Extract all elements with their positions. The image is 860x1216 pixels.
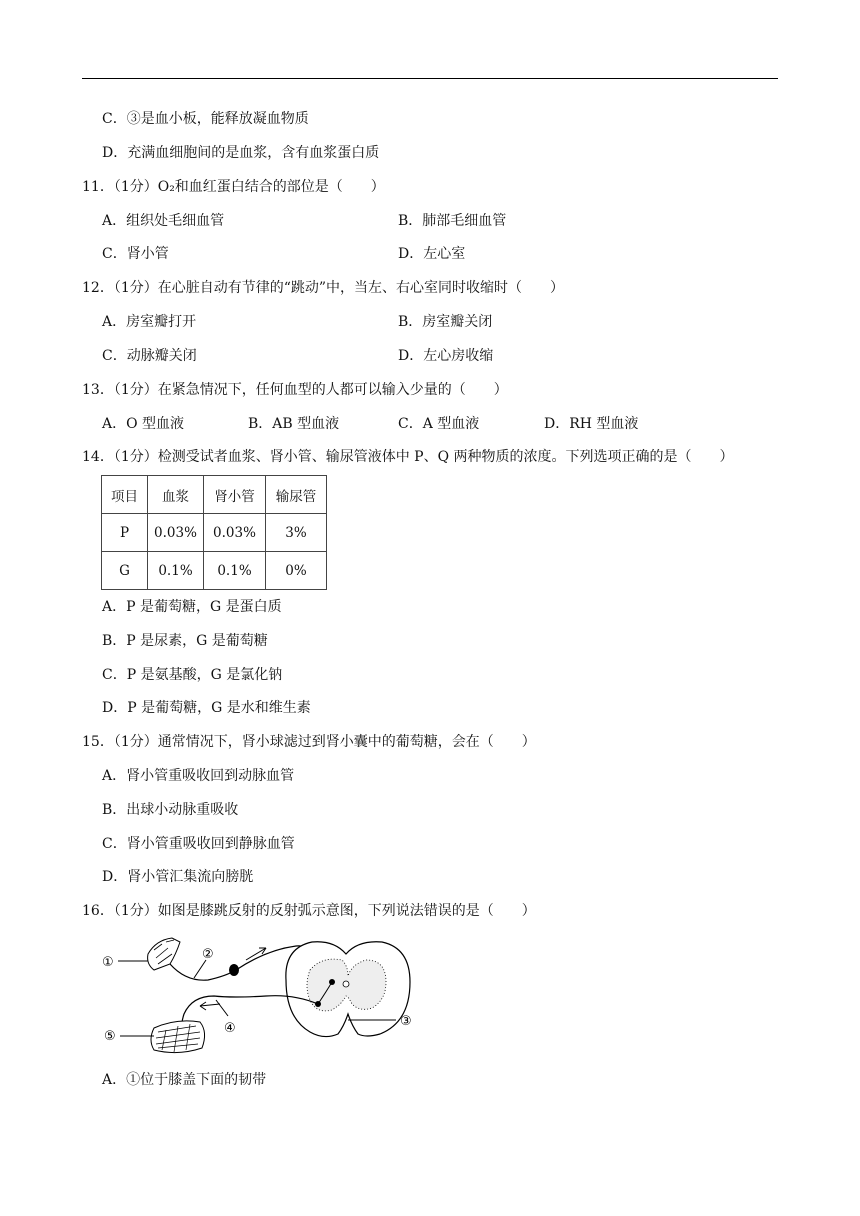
reflex-arc-diagram — [96, 930, 426, 1062]
table-header-cell: 肾小管 — [204, 476, 266, 514]
q15-option-b: B．出球小动脉重吸收 — [102, 802, 239, 818]
diagram-label-2: ② — [202, 947, 214, 962]
table-cell: 0.03% — [204, 514, 266, 552]
diagram-label-1: ① — [102, 955, 114, 970]
muscle-icon — [151, 1021, 205, 1053]
question-15: 15．（1分）通常情况下，肾小球滤过到肾小囊中的葡萄糖，会在（ ） — [82, 734, 536, 750]
q12-option-a: A．房室瓣打开 — [102, 314, 197, 330]
question-13: 13．（1分）在紧急情况下，任何血型的人都可以输入少量的（ ） — [82, 382, 508, 398]
diagram-label-3: ③ — [400, 1014, 412, 1029]
receptor-icon — [148, 938, 180, 970]
q11-option-d: D．左心室 — [398, 246, 466, 262]
leader-line — [194, 960, 206, 978]
table-cell: G — [102, 552, 148, 590]
q10-option-d: D．充满血细胞间的是血浆，含有血浆蛋白质 — [102, 145, 380, 161]
question-16: 16．（1分）如图是膝跳反射的反射弧示意图，下列说法错误的是（ ） — [82, 903, 536, 919]
q16-option-a: A．①位于膝盖下面的韧带 — [102, 1072, 267, 1088]
table-header-cell: 血浆 — [148, 476, 204, 514]
q13-option-c: C．A 型血液 — [398, 416, 480, 432]
diagram-label-5: ⑤ — [104, 1029, 116, 1044]
table-row — [102, 552, 327, 590]
q15-option-c: C．肾小管重吸收回到静脉血管 — [102, 836, 295, 852]
ganglion-icon — [229, 964, 239, 976]
q12-option-d: D．左心房收缩 — [398, 348, 494, 364]
table-cell: 0.03% — [148, 514, 204, 552]
question-12: 12．（1分）在心脏自动有节律的“跳动”中，当左、右心室同时收缩时（ ） — [82, 280, 565, 296]
table-header-row — [102, 476, 327, 514]
table-cell: 0.1% — [204, 552, 266, 590]
question-14: 14．（1分）检测受试者血浆、肾小管、输尿管液体中 P、Q 两种物质的浓度。下列选项正确的是（ ） — [82, 449, 734, 465]
q15-option-d: D．肾小管汇集流向膀胱 — [102, 869, 254, 885]
q13-option-d: D．RH 型血液 — [544, 416, 639, 432]
q12-option-c: C．动脉瓣关闭 — [102, 348, 197, 364]
q14-option-c: C．P 是氨基酸，G 是氯化钠 — [102, 667, 283, 683]
spinal-cord-icon — [286, 942, 410, 1037]
table-cell: 0% — [266, 552, 327, 590]
q14-option-d: D．P 是葡萄糖，G 是水和维生素 — [102, 700, 311, 716]
q11-option-c: C．肾小管 — [102, 246, 169, 262]
diagram-label-4: ④ — [224, 1021, 236, 1036]
q11-option-a: A．组织处毛细血管 — [102, 213, 225, 229]
q13-option-b: B．AB 型血液 — [248, 416, 340, 432]
header-rule — [82, 78, 778, 79]
q13-option-a: A．O 型血液 — [102, 416, 185, 432]
table-cell: 0.1% — [148, 552, 204, 590]
concentration-table — [101, 475, 327, 590]
question-11: 11．（1分）O₂和血红蛋白结合的部位是（ ） — [82, 179, 385, 195]
q14-option-a: A．P 是葡萄糖，G 是蛋白质 — [102, 599, 282, 615]
table-header-cell: 输尿管 — [266, 476, 327, 514]
q12-option-b: B．房室瓣关闭 — [398, 314, 493, 330]
table-cell: P — [102, 514, 148, 552]
q10-option-c: C．③是血小板，能释放凝血物质 — [102, 111, 309, 127]
q14-option-b: B．P 是尿素，G 是葡萄糖 — [102, 633, 268, 649]
q11-option-b: B．肺部毛细血管 — [398, 213, 507, 229]
table-row — [102, 514, 327, 552]
table-header-cell: 项目 — [102, 476, 148, 514]
leader-line — [216, 1000, 228, 1016]
table-cell: 3% — [266, 514, 327, 552]
q15-option-a: A．肾小管重吸收回到动脉血管 — [102, 768, 295, 784]
